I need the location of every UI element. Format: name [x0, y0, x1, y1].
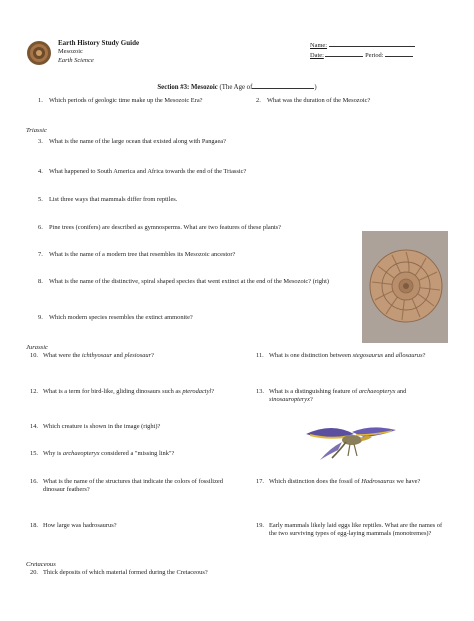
name-field[interactable]: [310, 40, 420, 51]
jurassic-heading: Jurassic: [26, 344, 48, 351]
period-label: Period:: [365, 52, 384, 59]
guide-title: Earth History Study Guide: [58, 39, 140, 47]
triassic-heading: Triassic: [26, 127, 47, 134]
fossil-logo-icon: [26, 40, 52, 66]
date-label: Date:: [310, 52, 324, 59]
ammonite-fossil-image: [362, 231, 448, 343]
section-title-prefix: (The Age of: [219, 84, 253, 91]
section-title-suffix: ): [314, 84, 317, 91]
date-period-row: [310, 50, 430, 61]
name-blank[interactable]: [329, 40, 415, 47]
guide-subject: Earth Science: [58, 57, 94, 64]
name-label: Name:: [310, 42, 328, 49]
guide-era: Mesozoic: [58, 48, 83, 55]
age-blank[interactable]: [252, 82, 317, 91]
date-blank[interactable]: [325, 50, 363, 57]
cretaceous-heading: Cretaceous: [26, 561, 56, 568]
archaeopteryx-image: [302, 420, 402, 470]
section-title: [0, 82, 474, 91]
section-title-bold: Section #3: Mesozoic: [157, 84, 218, 91]
period-blank[interactable]: [385, 50, 413, 57]
